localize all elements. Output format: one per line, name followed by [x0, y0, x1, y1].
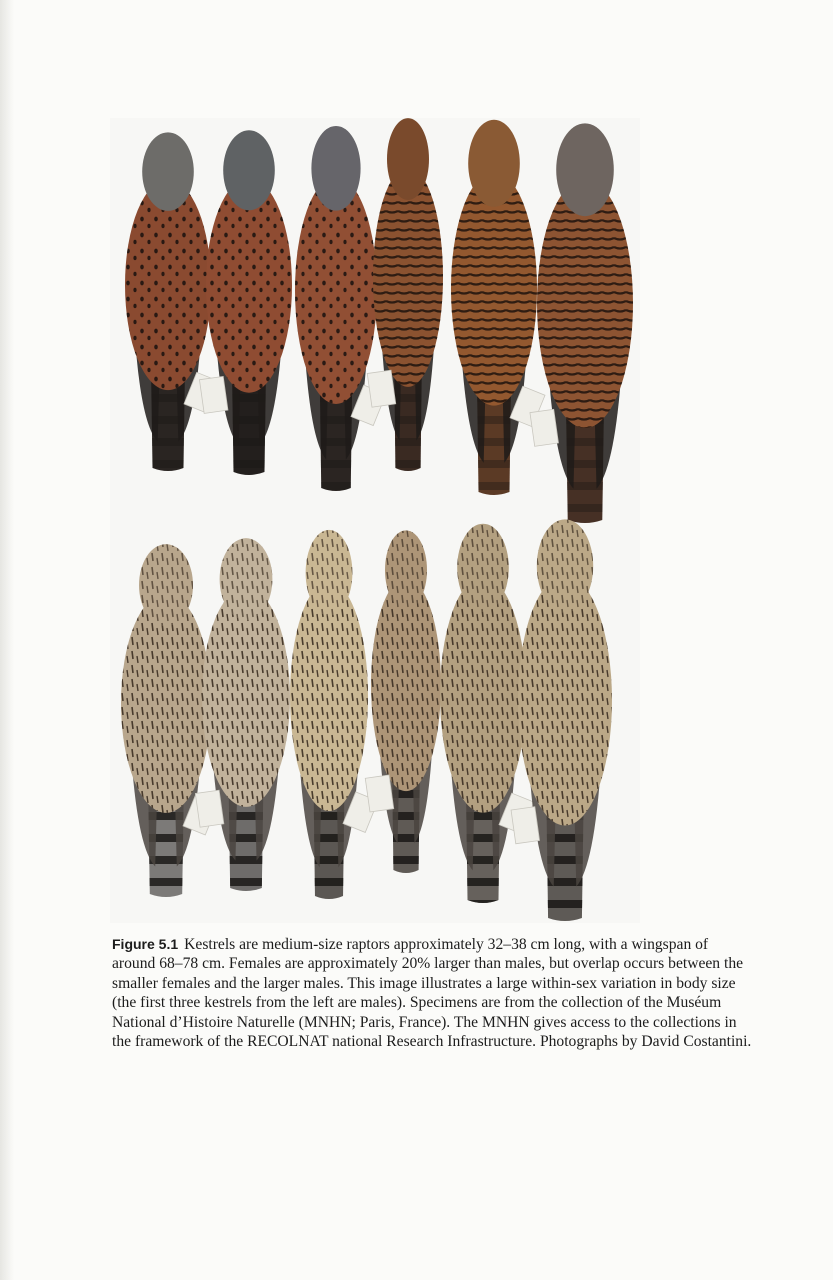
specimen-plumage-pattern — [125, 180, 211, 391]
page-gutter-shadow — [0, 0, 14, 1280]
top-kestrel-specimen-6 — [530, 123, 633, 523]
specimen-head — [311, 126, 360, 211]
bottom-row-specimens — [121, 519, 612, 921]
kestrel-specimens-photo — [110, 118, 640, 923]
bottom-kestrel-specimen-6 — [511, 519, 612, 921]
top-kestrel-specimen-1 — [125, 132, 219, 471]
specimen-plumage-pattern — [206, 178, 292, 392]
specimen-label-tag — [365, 775, 393, 812]
specimen-plumage-pattern — [290, 581, 368, 811]
specimen-head-streaks — [139, 544, 193, 626]
caption-text: Kestrels are medium-size raptors approximately 32–38 cm long, with a wingspan of around 68–78 cm. Females are approximately 20% larger than males, but overlap occurs between the smaller females and the larger males. This image illustrates a large within-sex variation in body size (the first three kestrels from the left are males). Specimens are from the collection of the Muséum National d’Histoire Naturelle (MNHN; Paris, France). The MNHN gives access to the collections in the framework of the RECOLNAT national Research Infrastructure. Photographs by David Costantini. — [112, 936, 752, 1051]
specimen-head — [387, 118, 429, 200]
figure-label: Figure 5.1 — [112, 936, 179, 952]
top-kestrel-specimen-2 — [199, 130, 292, 475]
specimen-head-streaks — [385, 530, 427, 609]
specimen-plumage-pattern — [518, 575, 612, 825]
specimen-head — [142, 132, 194, 211]
specimen-plumage-pattern — [121, 593, 211, 812]
specimen-plumage-pattern — [440, 577, 526, 813]
top-kestrel-specimen-4 — [367, 118, 443, 471]
specimen-head — [468, 120, 520, 207]
bottom-kestrel-specimen-2 — [195, 538, 290, 891]
specimen-head-streaks — [537, 519, 593, 612]
specimen-plumage-pattern — [371, 578, 441, 791]
top-kestrel-specimen-3 — [295, 126, 386, 491]
specimen-head — [223, 130, 275, 210]
top-kestrel-specimen-5 — [451, 120, 545, 495]
specimen-plumage-pattern — [537, 179, 633, 428]
bottom-kestrel-specimen-3 — [290, 530, 378, 899]
specimen-plumage-pattern — [295, 177, 377, 404]
specimen-head-streaks — [457, 524, 509, 612]
specimen-plumage-pattern — [373, 167, 443, 386]
specimen-plumage-pattern — [202, 587, 290, 806]
specimens-illustration — [110, 118, 640, 923]
bottom-kestrel-specimen-4 — [365, 530, 441, 873]
specimen-label-tag — [367, 370, 395, 407]
specimen-label-tag — [199, 376, 227, 413]
specimen-head-streaks — [220, 538, 273, 620]
specimen-head — [556, 123, 614, 216]
specimen-label-tag — [530, 409, 558, 446]
specimen-label-tag — [195, 790, 223, 827]
specimen-label-tag — [511, 807, 539, 844]
figure-caption — [112, 935, 754, 1051]
specimen-plumage-pattern — [451, 172, 537, 406]
specimen-head-streaks — [306, 530, 353, 616]
top-row-specimens — [125, 118, 633, 523]
